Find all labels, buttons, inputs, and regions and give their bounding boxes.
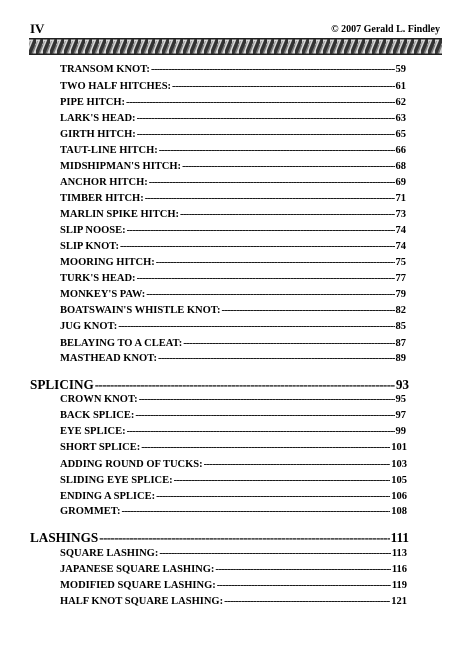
- toc-entry-page: 77: [395, 273, 406, 284]
- toc-entry: [60, 113, 406, 124]
- toc-entry-page: 62: [395, 97, 406, 108]
- toc-entry-title: EYE SPLICE:: [60, 426, 126, 437]
- toc-entry-title: BACK SPLICE:: [60, 410, 135, 421]
- toc-entry: [60, 273, 406, 284]
- dot-leader: [183, 338, 394, 349]
- toc-entry-title: SQUARE LASHING:: [60, 548, 159, 559]
- toc-entry: [60, 81, 406, 92]
- dot-leader: [159, 145, 395, 156]
- toc-entry-page: 95: [395, 394, 406, 405]
- toc-entry-title: JUG KNOT:: [60, 321, 118, 332]
- dot-leader: [215, 564, 390, 575]
- dot-leader: [158, 353, 395, 364]
- toc-entry: [60, 475, 407, 486]
- toc-entry-title: SLIP KNOT:: [60, 241, 120, 252]
- dot-leader: [139, 394, 395, 405]
- dot-leader: [127, 426, 395, 437]
- toc-entry-page: 119: [391, 580, 407, 591]
- dot-leader: [126, 97, 394, 108]
- copyright-notice: © 2007 Gerald L. Findley: [331, 24, 440, 35]
- toc-entry-title: GIRTH HITCH:: [60, 129, 136, 140]
- toc-entry: [60, 225, 406, 236]
- dot-leader: [180, 209, 394, 220]
- toc-entry-title: TWO HALF HITCHES:: [60, 81, 172, 92]
- toc-entry-title: MARLIN SPIKE HITCH:: [60, 209, 180, 220]
- toc-entry-page: 59: [395, 64, 406, 75]
- dot-leader: [146, 289, 394, 300]
- toc-entry: [60, 506, 407, 517]
- toc-entry-page: 103: [391, 459, 407, 470]
- toc-entry-title: HALF KNOT SQUARE LASHING:: [60, 596, 224, 607]
- dot-leader: [118, 321, 394, 332]
- dot-leader: [99, 530, 390, 546]
- toc-entry-page: 74: [395, 225, 406, 236]
- toc-entry-page: 99: [395, 426, 406, 437]
- toc-entry: [60, 209, 406, 220]
- toc-entry: [60, 442, 407, 453]
- toc-entry-title: TIMBER HITCH:: [60, 193, 144, 204]
- toc-entry-title: CROWN KNOT:: [60, 394, 138, 405]
- toc-entry-page: 121: [391, 596, 407, 607]
- toc-entry: [60, 548, 407, 559]
- dot-leader: [95, 377, 395, 393]
- toc-entry-page: 73: [395, 209, 406, 220]
- toc-entry: [60, 257, 406, 268]
- dot-leader: [135, 410, 394, 421]
- toc-entry: [60, 289, 406, 300]
- dot-leader: [159, 548, 391, 559]
- toc-entry-title: SLIP NOOSE:: [60, 225, 126, 236]
- toc-entry-title: MIDSHIPMAN'S HITCH:: [60, 161, 182, 172]
- toc-entry: [60, 596, 407, 607]
- toc-entry: [60, 580, 407, 591]
- toc-entry-page: 85: [395, 321, 406, 332]
- toc-entry-page: 106: [391, 491, 407, 502]
- toc-entry: [60, 64, 406, 75]
- dot-leader: [145, 193, 395, 204]
- dot-leader: [121, 506, 390, 517]
- toc-entry: [60, 459, 407, 470]
- toc-entry-title: SLIDING EYE SPLICE:: [60, 475, 173, 486]
- toc-entry: [60, 353, 406, 364]
- toc-entry-title: SHORT SPLICE:: [60, 442, 141, 453]
- toc-entry-page: 75: [395, 257, 406, 268]
- toc-entry: [60, 193, 406, 204]
- toc-entry-page: 71: [395, 193, 406, 204]
- toc-entry-title: JAPANESE SQUARE LASHING:: [60, 564, 215, 575]
- toc-entry-title: MODIFIED SQUARE LASHING:: [60, 580, 216, 591]
- dot-leader: [137, 273, 395, 284]
- toc-entry: [60, 305, 406, 316]
- dot-leader: [141, 442, 390, 453]
- toc-entry-title: MASTHEAD KNOT:: [60, 353, 157, 364]
- toc-entry: [60, 177, 406, 188]
- toc-entry-page: 101: [391, 442, 407, 453]
- toc-entry: [60, 145, 406, 156]
- dot-leader: [224, 596, 390, 607]
- toc-entry-page: 93: [395, 377, 409, 392]
- toc-entry: [60, 321, 406, 332]
- toc-entry: [60, 97, 406, 108]
- toc-entry: [60, 338, 406, 349]
- toc-entry-page: 68: [395, 161, 406, 172]
- dot-leader: [217, 580, 391, 591]
- toc-entry-title: LARK'S HEAD:: [60, 113, 136, 124]
- toc-entry-title: SPLICING: [30, 377, 94, 392]
- toc-entry-title: TAUT-LINE HITCH:: [60, 145, 158, 156]
- toc-entry-page: 82: [395, 305, 406, 316]
- toc-entry-page: 105: [391, 475, 407, 486]
- toc-entry: [60, 394, 406, 405]
- toc-entry-page: 66: [395, 145, 406, 156]
- dot-leader: [137, 129, 395, 140]
- toc-entry-title: BOATSWAIN'S WHISTLE KNOT:: [60, 305, 221, 316]
- toc-entry: [60, 564, 407, 575]
- toc-entry-title: MONKEY'S PAW:: [60, 289, 146, 300]
- dot-leader: [172, 81, 394, 92]
- dot-leader: [221, 305, 394, 316]
- toc-entry-title: BELAYING TO A CLEAT:: [60, 338, 183, 349]
- dot-leader: [137, 113, 395, 124]
- toc-entry: [60, 161, 406, 172]
- dot-leader: [174, 475, 391, 486]
- dot-leader: [120, 241, 394, 252]
- dot-leader: [149, 177, 395, 188]
- toc-entry-page: 74: [395, 241, 406, 252]
- page-number: IV: [30, 21, 45, 36]
- toc-entry-title: ADDING ROUND OF TUCKS:: [60, 459, 203, 470]
- toc-entry: [60, 410, 406, 421]
- toc-entry-page: 97: [395, 410, 406, 421]
- toc-entry-page: 89: [395, 353, 406, 364]
- toc-entry-page: 111: [390, 530, 409, 545]
- toc-entry-title: MOORING HITCH:: [60, 257, 155, 268]
- toc-entry-title: LASHINGS: [30, 530, 99, 545]
- dot-leader: [127, 225, 395, 236]
- toc-section-entry: [30, 530, 409, 546]
- dot-leader: [156, 491, 390, 502]
- toc-entry-title: TRANSOM KNOT:: [60, 64, 150, 75]
- toc-entry-title: ENDING A SPLICE:: [60, 491, 156, 502]
- toc-entry-title: GROMMET:: [60, 506, 121, 517]
- toc-entry-page: 61: [395, 81, 406, 92]
- toc-entry: [60, 129, 406, 140]
- toc-entry-page: 65: [395, 129, 406, 140]
- toc-entry: [60, 491, 407, 502]
- toc-entry: [60, 426, 406, 437]
- toc-entry-title: TURK'S HEAD:: [60, 273, 136, 284]
- toc-entry-page: 108: [391, 506, 407, 517]
- toc-entry-page: 69: [395, 177, 406, 188]
- toc-entry-page: 79: [395, 289, 406, 300]
- toc-entry: [60, 241, 406, 252]
- toc-entry-page: 87: [395, 338, 406, 349]
- rope-divider: [29, 38, 442, 55]
- toc-entry-title: PIPE HITCH:: [60, 97, 126, 108]
- toc-entry-page: 116: [391, 564, 407, 575]
- toc-entry-title: ANCHOR HITCH:: [60, 177, 148, 188]
- dot-leader: [204, 459, 391, 470]
- toc-entry-page: 63: [395, 113, 406, 124]
- dot-leader: [182, 161, 394, 172]
- dot-leader: [156, 257, 395, 268]
- toc-entry-page: 113: [391, 548, 407, 559]
- dot-leader: [151, 64, 395, 75]
- toc-section-entry: [30, 377, 409, 393]
